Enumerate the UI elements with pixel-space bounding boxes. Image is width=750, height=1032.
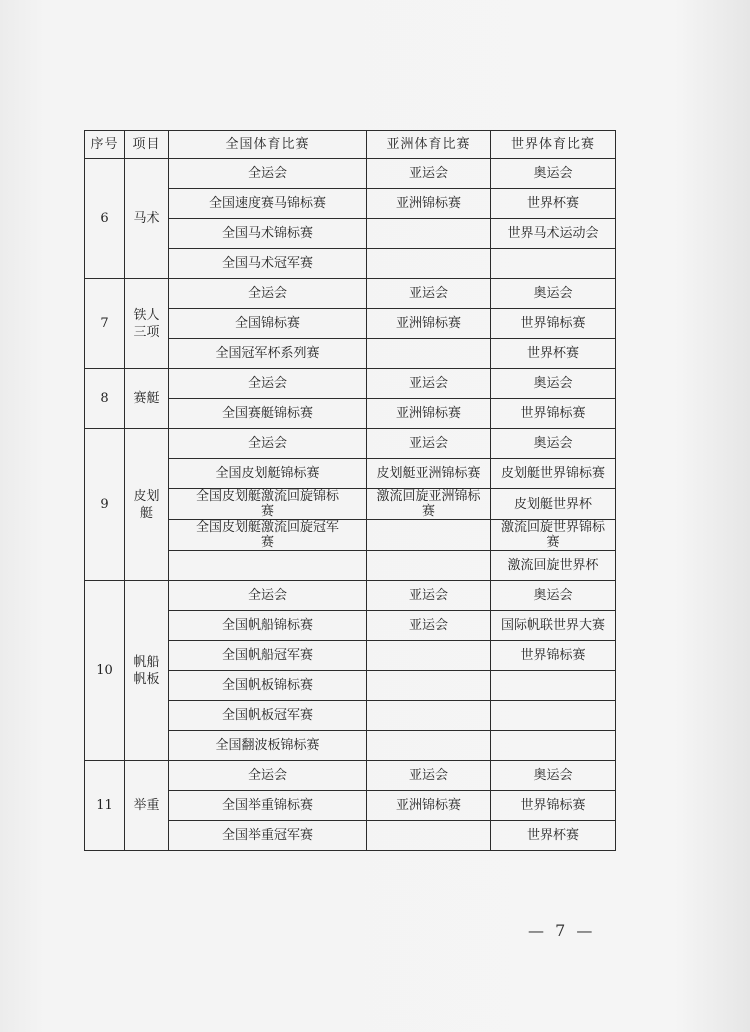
cell-asian xyxy=(367,701,491,731)
cell-asian: 亚运会 xyxy=(367,761,491,791)
cell-asian: 亚洲锦标赛 xyxy=(367,309,491,339)
cell-no: 9 xyxy=(85,429,125,581)
cell-world: 奥运会 xyxy=(491,581,616,611)
cell-asian xyxy=(367,339,491,369)
cell-national: 全国皮划艇锦标赛 xyxy=(169,459,367,489)
cell-world: 世界锦标赛 xyxy=(491,309,616,339)
cell-national: 全运会 xyxy=(169,159,367,189)
cell-item: 帆船帆板 xyxy=(125,581,169,761)
cell-asian: 亚洲锦标赛 xyxy=(367,189,491,219)
header-item: 项目 xyxy=(125,131,169,159)
cell-national: 全国马术冠军赛 xyxy=(169,249,367,279)
competition-table xyxy=(84,130,616,851)
table-row xyxy=(85,369,616,399)
cell-national: 全国赛艇锦标赛 xyxy=(169,399,367,429)
cell-national: 全国皮划艇激流回旋冠军赛 xyxy=(169,520,367,551)
cell-national: 全国锦标赛 xyxy=(169,309,367,339)
cell-world: 激流回旋世界杯 xyxy=(491,551,616,581)
header-national: 全国体育比赛 xyxy=(169,131,367,159)
cell-national: 全国帆板锦标赛 xyxy=(169,671,367,701)
page-number: — 7 — xyxy=(528,921,596,940)
cell-national xyxy=(169,551,367,581)
cell-world: 世界锦标赛 xyxy=(491,791,616,821)
cell-world: 世界杯赛 xyxy=(491,339,616,369)
cell-national: 全国马术锦标赛 xyxy=(169,219,367,249)
cell-world: 世界杯赛 xyxy=(491,821,616,851)
cell-national: 全运会 xyxy=(169,429,367,459)
header-row xyxy=(85,131,616,159)
cell-item: 赛艇 xyxy=(125,369,169,429)
cell-item: 皮划艇 xyxy=(125,429,169,581)
cell-no: 11 xyxy=(85,761,125,851)
cell-world: 奥运会 xyxy=(491,279,616,309)
cell-asian: 亚运会 xyxy=(367,611,491,641)
cell-national: 全国帆船冠军赛 xyxy=(169,641,367,671)
cell-world: 世界杯赛 xyxy=(491,189,616,219)
cell-no: 7 xyxy=(85,279,125,369)
cell-asian: 亚运会 xyxy=(367,429,491,459)
cell-national: 全国冠军杯系列赛 xyxy=(169,339,367,369)
cell-national: 全国帆板冠军赛 xyxy=(169,701,367,731)
cell-world: 国际帆联世界大赛 xyxy=(491,611,616,641)
cell-asian: 亚运会 xyxy=(367,159,491,189)
cell-asian: 皮划艇亚洲锦标赛 xyxy=(367,459,491,489)
cell-asian xyxy=(367,520,491,551)
cell-item: 马术 xyxy=(125,159,169,279)
cell-world xyxy=(491,731,616,761)
cell-world: 世界锦标赛 xyxy=(491,399,616,429)
cell-asian xyxy=(367,821,491,851)
cell-national: 全运会 xyxy=(169,279,367,309)
cell-item: 铁人三项 xyxy=(125,279,169,369)
cell-world: 奥运会 xyxy=(491,761,616,791)
cell-asian xyxy=(367,731,491,761)
table-row xyxy=(85,159,616,189)
cell-asian xyxy=(367,551,491,581)
table-row xyxy=(85,581,616,611)
cell-world: 奥运会 xyxy=(491,369,616,399)
cell-world: 皮划艇世界锦标赛 xyxy=(491,459,616,489)
cell-asian xyxy=(367,219,491,249)
cell-national: 全国皮划艇激流回旋锦标赛 xyxy=(169,489,367,520)
table-row xyxy=(85,279,616,309)
cell-world: 奥运会 xyxy=(491,429,616,459)
cell-national: 全国速度赛马锦标赛 xyxy=(169,189,367,219)
cell-world xyxy=(491,249,616,279)
cell-world: 皮划艇世界杯 xyxy=(491,489,616,520)
cell-no: 6 xyxy=(85,159,125,279)
cell-national: 全国帆船锦标赛 xyxy=(169,611,367,641)
cell-national: 全运会 xyxy=(169,581,367,611)
header-asian: 亚洲体育比赛 xyxy=(367,131,491,159)
cell-asian xyxy=(367,671,491,701)
header-world: 世界体育比赛 xyxy=(491,131,616,159)
cell-no: 8 xyxy=(85,369,125,429)
cell-asian: 亚运会 xyxy=(367,279,491,309)
cell-asian xyxy=(367,249,491,279)
cell-asian: 激流回旋亚洲锦标赛 xyxy=(367,489,491,520)
cell-national: 全国举重冠军赛 xyxy=(169,821,367,851)
cell-world: 激流回旋世界锦标赛 xyxy=(491,520,616,551)
cell-asian xyxy=(367,641,491,671)
cell-asian: 亚洲锦标赛 xyxy=(367,791,491,821)
cell-national: 全国举重锦标赛 xyxy=(169,791,367,821)
cell-national: 全运会 xyxy=(169,761,367,791)
cell-national: 全国翻波板锦标赛 xyxy=(169,731,367,761)
cell-world: 奥运会 xyxy=(491,159,616,189)
cell-asian: 亚洲锦标赛 xyxy=(367,399,491,429)
cell-world: 世界锦标赛 xyxy=(491,641,616,671)
table-row xyxy=(85,429,616,459)
table-body xyxy=(85,159,616,851)
cell-item: 举重 xyxy=(125,761,169,851)
table-row xyxy=(85,761,616,791)
cell-national: 全运会 xyxy=(169,369,367,399)
cell-world xyxy=(491,701,616,731)
header-no: 序号 xyxy=(85,131,125,159)
cell-no: 10 xyxy=(85,581,125,761)
cell-world xyxy=(491,671,616,701)
cell-world: 世界马术运动会 xyxy=(491,219,616,249)
cell-asian: 亚运会 xyxy=(367,581,491,611)
cell-asian: 亚运会 xyxy=(367,369,491,399)
